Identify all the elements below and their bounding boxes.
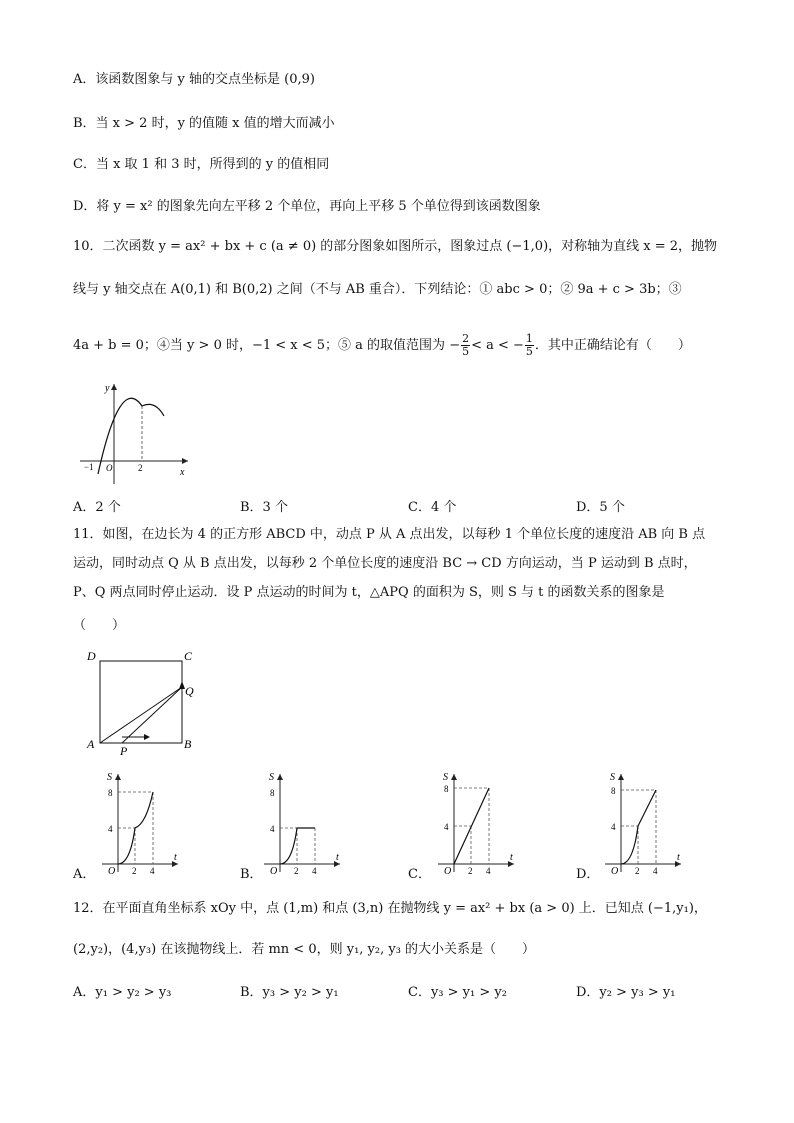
q9-option-d: D．将 y = x² 的图象先向左平移 2 个单位，再向上平移 5 个单位得到该函数图象 <box>73 199 541 214</box>
q11-graph-b-4-label: 4 <box>270 824 275 834</box>
q10-fraction-2-denominator: 5 <box>525 345 533 358</box>
q10-stem-line1: 10．二次函数 y = ax² + bx + c (a ≠ 0) 的部分图象如图所示，图象过点 (−1,0)，对称轴为直线 x = 2，抛物 <box>73 239 718 254</box>
q11-label-c: C <box>184 649 193 663</box>
q10-graph-y-label: y <box>105 383 110 394</box>
q11-graph-b-t-label: t <box>336 852 339 863</box>
q10-fraction-1-5 <box>525 333 534 358</box>
q12-stem-line1: 12．在平面直角坐标系 xOy 中，点 (1,m) 和点 (3,n) 在抛物线 y = ax² + bx (a > 0) 上．已知点 (−1,y₁)， <box>73 901 707 916</box>
q11-graph-b-8-label: 8 <box>270 788 275 798</box>
q11-graph-c-o-label: O <box>444 866 452 877</box>
q11-label-b: B <box>184 737 192 751</box>
q11-graph-b-2-label: 2 <box>294 866 299 876</box>
q11-graph-d-t-label: t <box>677 852 680 863</box>
q11-graph-d-4x-label: 4 <box>653 866 658 876</box>
q12-option-c: C．y₃ > y₁ > y₂ <box>408 985 507 1000</box>
q10-option-c: C．4 个 <box>408 500 457 515</box>
q10-stem-line2: 线与 y 轴交点在 A(0,1) 和 B(0,2) 之间（不与 AB 重合）．下列结论：① abc > 0；② 9a + c > 3b；③ <box>73 282 682 297</box>
q10-line3-part-c: ．其中正确结论有（ ） <box>534 338 691 353</box>
q11-graph-d-o-label: O <box>611 866 619 877</box>
q10-graph-origin-label: O <box>106 463 113 473</box>
q10-option-b: B．3 个 <box>240 500 288 515</box>
q11-stem-line4: （ ） <box>73 618 126 633</box>
q11-graph-a-2-label: 2 <box>132 866 137 876</box>
q11-graph-a-t-label: t <box>174 852 177 863</box>
q11-option-b-label: B． <box>240 867 263 882</box>
q11-graph-d <box>597 768 687 878</box>
q11-stem-line2: 运动，同时动点 Q 从 B 点出发，以每秒 2 个单位长度的速度沿 BC → CD 方向运动，当 P 运动到 B 点时， <box>73 556 697 571</box>
q10-line3-part-b: < a < − <box>471 338 524 353</box>
q11-graph-a-o-label: O <box>108 866 116 877</box>
q12-option-a: A．y₁ > y₂ > y₃ <box>73 985 172 1000</box>
q11-option-a-label: A． <box>73 867 96 882</box>
q10-fraction-1-numerator: 2 <box>462 332 470 345</box>
q9-option-b: B．当 x > 2 时，y 的值随 x 值的增大而减小 <box>73 116 335 131</box>
q11-graph-c-4x-label: 4 <box>486 866 491 876</box>
q10-fraction-1-denominator: 5 <box>462 345 470 358</box>
q11-graph-b-o-label: O <box>270 866 278 877</box>
q11-graph-c-s-label: S <box>443 772 448 783</box>
q12-option-b: B．y₃ > y₂ > y₁ <box>240 985 339 1000</box>
q10-option-d: D．5 个 <box>576 500 625 515</box>
q11-stem-line1: 11．如图，在边长为 4 的正方形 ABCD 中，动点 P 从 A 点出发，以每秒 1 个单位长度的速度沿 AB 向 B 点 <box>73 527 706 542</box>
q11-graph-c-t-label: t <box>510 852 513 863</box>
q11-label-a: A <box>87 737 95 751</box>
q10-line3-part-a: 4a + b = 0；④当 y > 0 时，−1 < x < 5；⑤ a 的取值范围为 − <box>73 338 461 353</box>
q11-stem-line3: P、Q 两点同时停止运动．设 P 点运动的时间为 t，△APQ 的面积为 S，则 S 与 t 的函数关系的图象是 <box>73 585 665 600</box>
q10-graph-2-label: 2 <box>138 463 143 473</box>
q11-graph-a <box>94 768 184 878</box>
q11-graph-b <box>256 768 346 878</box>
q11-square-figure <box>84 645 204 755</box>
q10-parabola-graph <box>80 378 195 488</box>
q11-graph-a-s-label: S <box>107 772 112 783</box>
q11-graph-b-4x-label: 4 <box>312 866 317 876</box>
q11-graph-a-4x-label: 4 <box>150 866 155 876</box>
q11-graph-a-8-label: 8 <box>108 788 113 798</box>
q11-graph-d-8-label: 8 <box>611 786 616 796</box>
q10-fraction-2-5 <box>461 333 470 358</box>
q11-label-d: D <box>87 649 96 663</box>
q12-stem-line2: (2,y₂)，(4,y₃) 在该抛物线上．若 mn < 0，则 y₁, y₂, y₃ 的大小关系是（ ） <box>73 942 536 957</box>
q11-label-q: Q <box>185 684 194 698</box>
q10-graph-x-label: x <box>180 467 185 478</box>
q11-graph-c-8-label: 8 <box>444 784 449 794</box>
q11-graph-d-4-label: 4 <box>611 822 616 832</box>
q11-graph-c <box>430 768 520 878</box>
q11-graph-a-4-label: 4 <box>108 824 113 834</box>
q11-graph-c-4-label: 4 <box>444 822 449 832</box>
q11-graph-d-s-label: S <box>610 772 615 783</box>
q11-label-p: P <box>120 744 128 755</box>
q10-option-a: A．2 个 <box>73 500 121 515</box>
q11-graph-b-s-label: S <box>269 772 274 783</box>
q10-graph-neg1-label: −1 <box>84 462 94 472</box>
q9-option-a: A．该函数图象与 y 轴的交点坐标是 (0,9) <box>73 72 315 87</box>
q11-graph-c-2-label: 2 <box>468 866 473 876</box>
q12-option-d: D．y₂ > y₃ > y₁ <box>576 985 676 1000</box>
q10-fraction-2-numerator: 1 <box>525 332 533 345</box>
q11-option-c-label: C． <box>408 867 431 882</box>
q11-option-d-label: D． <box>576 867 600 882</box>
q9-option-c: C．当 x 取 1 和 3 时，所得到的 y 的值相同 <box>73 157 330 172</box>
q11-graph-d-2-label: 2 <box>635 866 640 876</box>
q10-stem-line3 <box>73 328 691 364</box>
